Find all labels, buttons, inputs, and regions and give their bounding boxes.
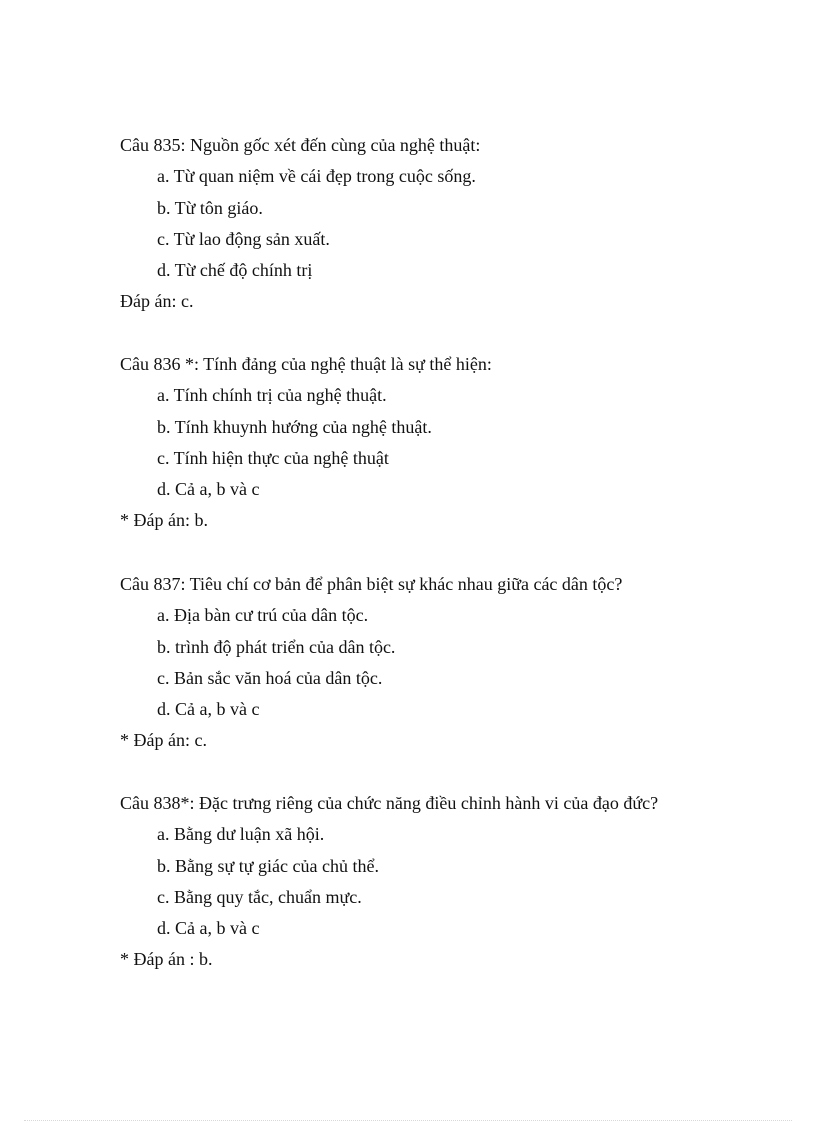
question-text: Câu 836 *: Tính đảng của nghệ thuật là sự thể hiện:: [120, 354, 492, 374]
answer-text: * Đáp án: b.: [120, 510, 208, 531]
option-b: b. trình độ phát triển của dân tộc.: [157, 636, 396, 657]
option-b: b. Từ tôn giáo.: [157, 197, 263, 218]
option-c: c. Bản sắc văn hoá của dân tộc.: [157, 667, 383, 688]
question-838: [120, 791, 780, 979]
option-d: d. Cả a, b và c: [157, 918, 260, 939]
option-d: d. Từ chế độ chính trị: [157, 260, 313, 281]
option-a: a. Từ quan niệm về cái đẹp trong cuộc sống.: [157, 166, 476, 187]
question-text: Câu 837: Tiêu chí cơ bản để phân biệt sự khác nhau giữa các dân tộc?: [120, 574, 623, 594]
option-a: a. Địa bàn cư trú của dân tộc.: [157, 605, 369, 626]
option-a: a. Tính chính trị của nghệ thuật.: [157, 385, 387, 406]
option-c: c. Bằng quy tắc, chuẩn mực.: [157, 886, 362, 907]
option-b: b. Tính khuynh hướng của nghệ thuật.: [157, 416, 432, 437]
option-a: a. Bằng dư luận xã hội.: [157, 824, 325, 845]
option-d: d. Cả a, b và c: [157, 479, 260, 500]
question-837: [120, 572, 780, 760]
question-text: Câu 835: Nguồn gốc xét đến cùng của nghệ thuật:: [120, 135, 481, 155]
page-bottom-divider: [24, 1120, 792, 1121]
answer-text: * Đáp án: c.: [120, 730, 207, 751]
option-c: c. Từ lao động sản xuất.: [157, 228, 330, 249]
option-b: b. Bằng sự tự giác của chủ thể.: [157, 855, 379, 876]
answer-text: Đáp án: c.: [120, 291, 194, 312]
answer-text: * Đáp án : b.: [120, 949, 213, 970]
question-836: [120, 352, 780, 540]
option-d: d. Cả a, b và c: [157, 699, 260, 720]
question-835: [120, 133, 780, 321]
question-text: Câu 838*: Đặc trưng riêng của chức năng điều chỉnh hành vi của đạo đức?: [120, 793, 659, 813]
option-c: c. Tính hiện thực của nghệ thuật: [157, 447, 389, 468]
